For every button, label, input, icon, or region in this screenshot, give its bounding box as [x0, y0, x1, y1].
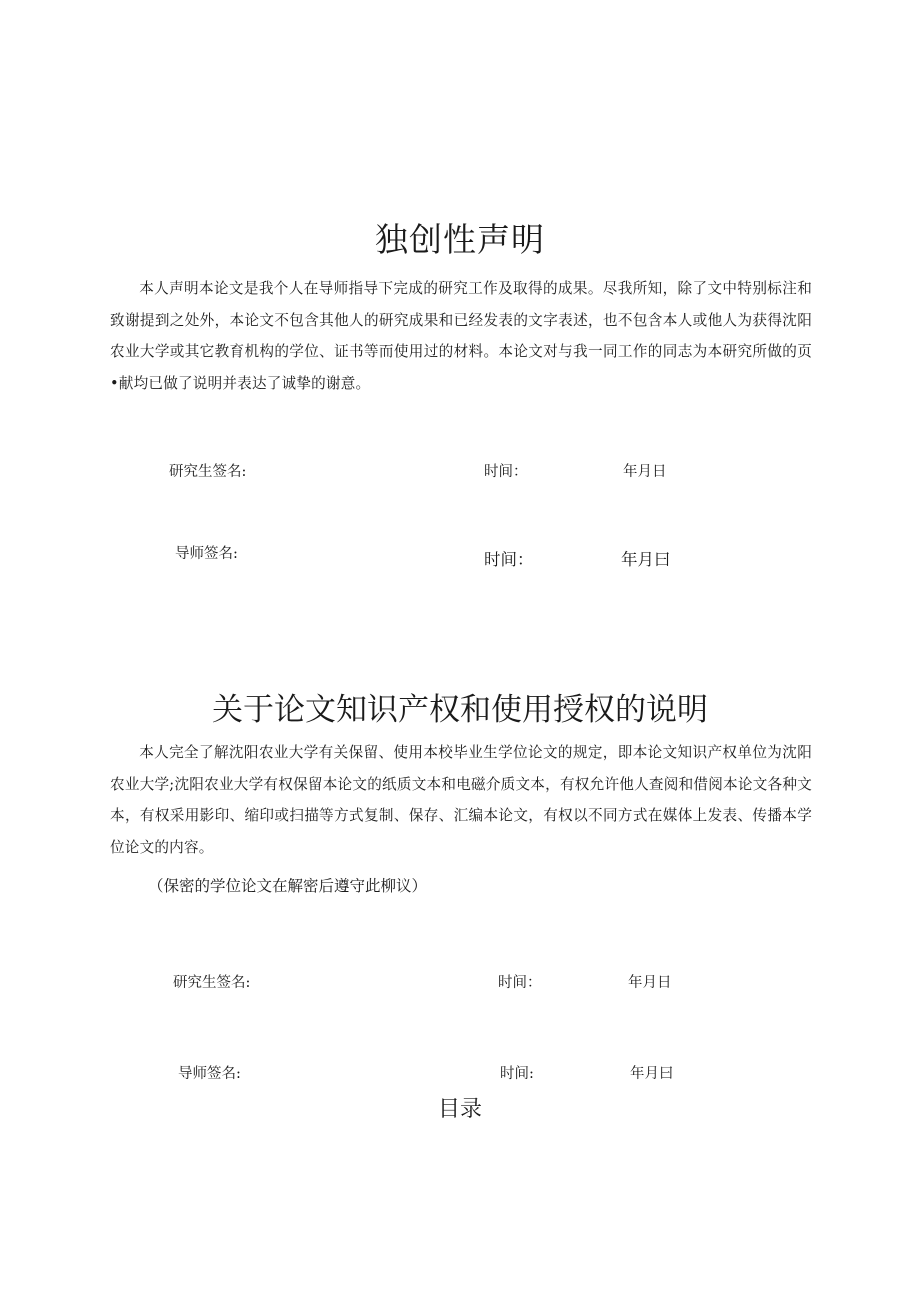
authorization-student-signature-label: 研究生签名:: [173, 975, 251, 991]
authorization-student-time-label: 时间：: [498, 975, 542, 991]
declaration-student-time-label: 时间：: [484, 464, 528, 480]
authorization-note: （保密的学位论文在解密后遵守此柳议）: [148, 877, 428, 895]
declaration-advisor-signature-label: 导师签名:: [175, 546, 238, 562]
authorization-advisor-time-label: 时间:: [500, 1066, 534, 1082]
declaration-title: 独创性声明: [375, 220, 545, 259]
authorization-body: 本人完全了解沈阳农业大学有关保留、使用本校毕业生学位论文的规定，即本论文知识产权单位为沈阳农业大学;沈阳农业大学有权保留本论文的纸质文本和电磁介质文本，有权允许他人查阅和借阅本论文各种文本，有权采用影印、缩印或扫描等方式复制、保存、汇编本论文，有权以不同方式在媒体上发表、传播本学位论文的内容。: [110, 744, 812, 856]
authorization-student-date: 年月日: [628, 975, 672, 991]
authorization-title: 关于论文知识产权和使用授权的说明: [212, 692, 708, 728]
declaration-student-date: 年月日: [623, 464, 667, 480]
authorization-advisor-signature-label: 导师签名:: [178, 1066, 241, 1082]
declaration-student-signature-label: 研究生签名:: [169, 464, 247, 480]
declaration-advisor-date: 年月曰: [621, 550, 671, 569]
toc-title: 目录: [437, 1097, 482, 1122]
declaration-advisor-time-label: 时间：: [484, 550, 534, 569]
authorization-advisor-date: 年月曰: [630, 1066, 674, 1082]
declaration-body: 本人声明本论文是我个人在导师指导下完成的研究工作及取得的成果。尽我所知，除了文中特别标注和致谢提到之处外，本论文不包含其他人的研究成果和已经发表的文字表述，也不包含本人或他人为获得沈阳农业大学或其它教育机构的学位、证书等而使用过的材料。本论文对与我一同工作的同志为本研究所做的页•献均已做了说明并表达了诚挚的谢意。: [110, 280, 812, 392]
